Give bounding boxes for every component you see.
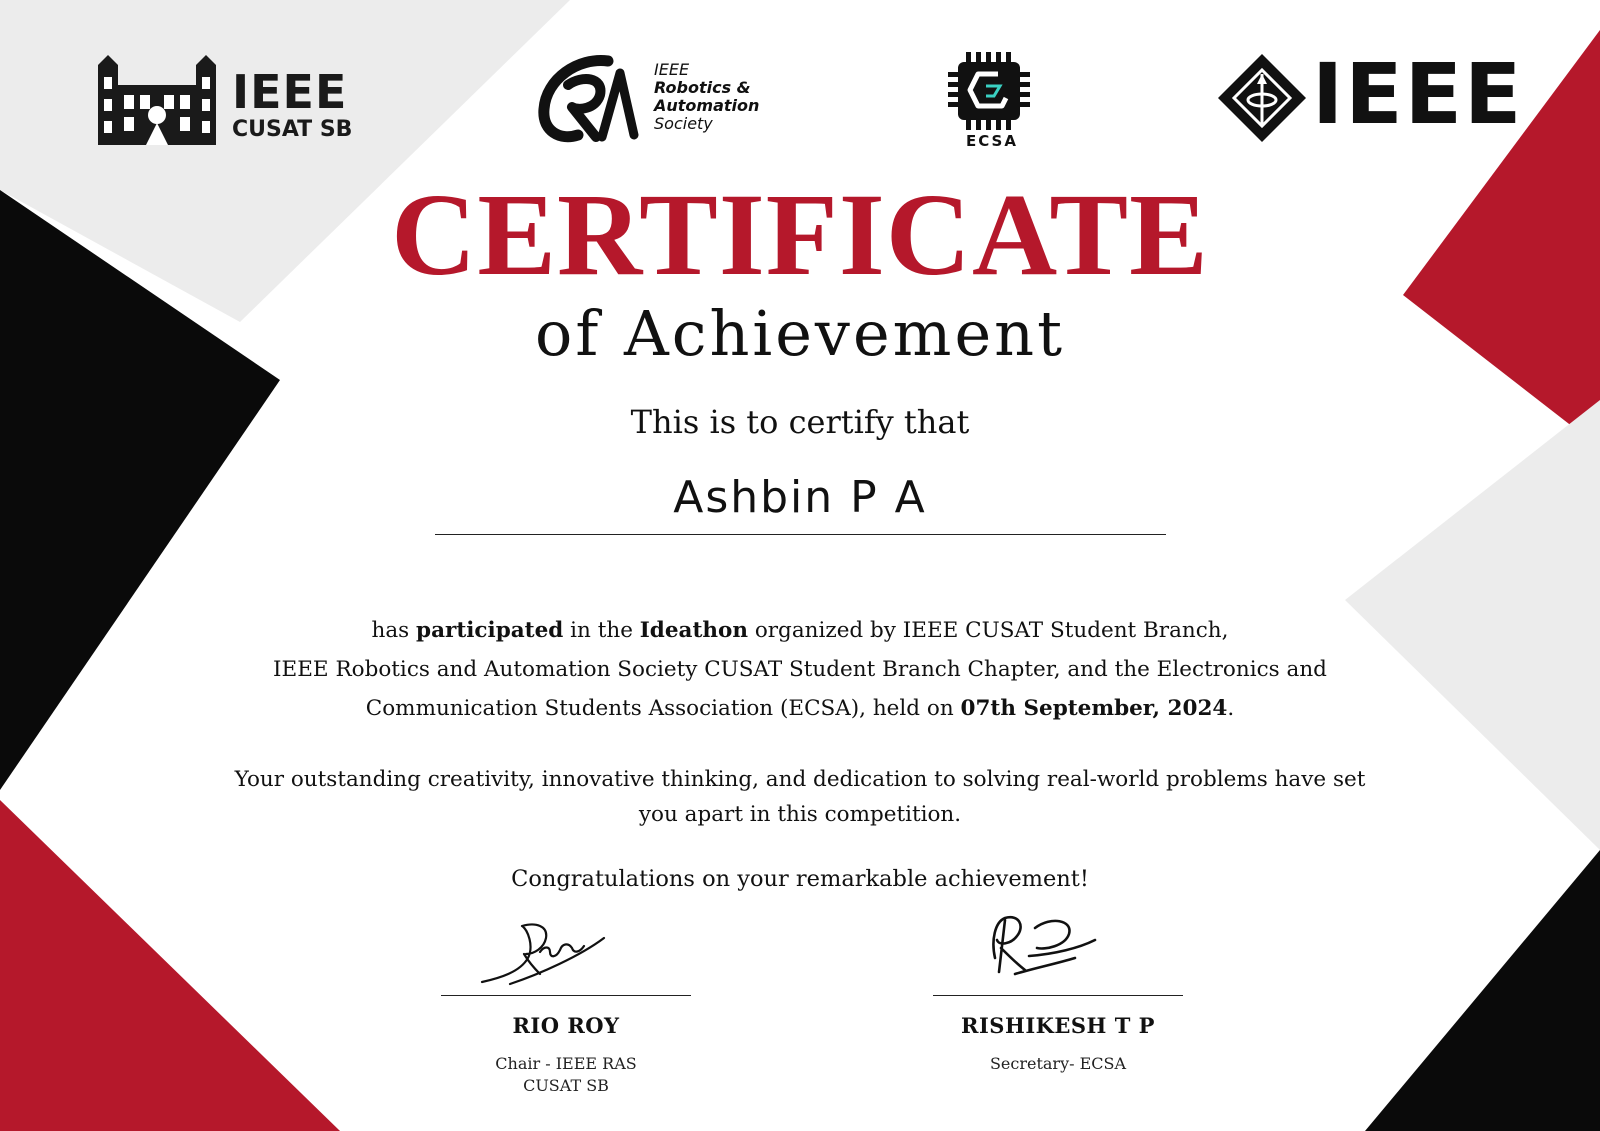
ecsa-logo	[942, 50, 1042, 152]
para1-text4: Communication Students Association (ECSA), held on	[365, 696, 961, 721]
signatory-name-2: RISHIKESH T P	[961, 1013, 1155, 1038]
chip-icon	[942, 50, 1042, 130]
participation-paragraph	[140, 611, 1460, 728]
ieee-logo	[1216, 45, 1526, 143]
ieee-logo-label: IEEE	[1312, 45, 1524, 143]
para2-line1: Your outstanding creativity, innovative thinking, and dedication to solving real-world problems have set	[234, 767, 1366, 792]
signature-rio-roy	[470, 912, 620, 992]
certify-text: This is to certify that	[630, 403, 970, 441]
bottom-right-black-triangle	[1365, 850, 1600, 1131]
cusat-logo-line1: IEEE	[232, 65, 348, 119]
building-icon	[96, 55, 218, 147]
ieee-ras-logo	[538, 55, 768, 145]
signature-line-1	[441, 995, 691, 996]
para1-line1	[140, 611, 1460, 650]
signatory-role-1	[441, 1053, 691, 1097]
para1-text5: .	[1227, 696, 1235, 721]
signatory-role-2-line1: Secretary- ECSA	[989, 1054, 1127, 1073]
para2-line2: you apart in this competition.	[638, 802, 962, 827]
congratulations-text: Congratulations on your remarkable achievement!	[511, 866, 1089, 892]
ras-logo-line1: IEEE	[654, 60, 690, 79]
para1-bold-date: 07th September, 2024	[960, 696, 1228, 721]
ras-logo-line2: Robotics &	[654, 78, 751, 97]
para1-text2: in the	[563, 618, 640, 643]
ras-logo-icon	[538, 55, 642, 143]
para1-text1: has	[371, 618, 417, 643]
commendation-paragraph	[140, 762, 1460, 832]
para1-line2: IEEE Robotics and Automation Society CUSAT Student Branch Chapter, and the Electronics and	[273, 657, 1327, 682]
certificate-title: CERTIFICATE	[391, 169, 1209, 300]
ieee-diamond-icon	[1216, 52, 1308, 144]
ras-logo-line3: Automation	[654, 96, 760, 115]
signature-rishikesh-tp	[985, 910, 1105, 990]
ecsa-logo-label: ECSA	[966, 132, 1018, 150]
signatory-name-1: RIO ROY	[512, 1013, 620, 1038]
ras-logo-line4: Society	[654, 114, 713, 133]
bottom-left-red-triangle	[0, 800, 340, 1131]
signature-line-2	[933, 995, 1183, 996]
cusat-logo-line2: CUSAT SB	[232, 117, 353, 142]
ieee-cusat-sb-logo	[96, 55, 376, 150]
signatory-role-1-line2: CUSAT SB	[523, 1076, 609, 1095]
signatory-role-2	[933, 1053, 1183, 1075]
para1-bold-event: Ideathon	[639, 618, 748, 643]
para1-line3	[140, 689, 1460, 728]
recipient-name: Ashbin P A	[673, 472, 927, 523]
para1-text3: organized by IEEE CUSAT Student Branch,	[748, 618, 1229, 643]
para1-bold-participated: participated	[416, 618, 564, 643]
certificate-subtitle: of Achievement	[535, 297, 1065, 370]
name-underline	[435, 534, 1166, 535]
signatory-role-1-line1: Chair - IEEE RAS	[495, 1054, 637, 1073]
